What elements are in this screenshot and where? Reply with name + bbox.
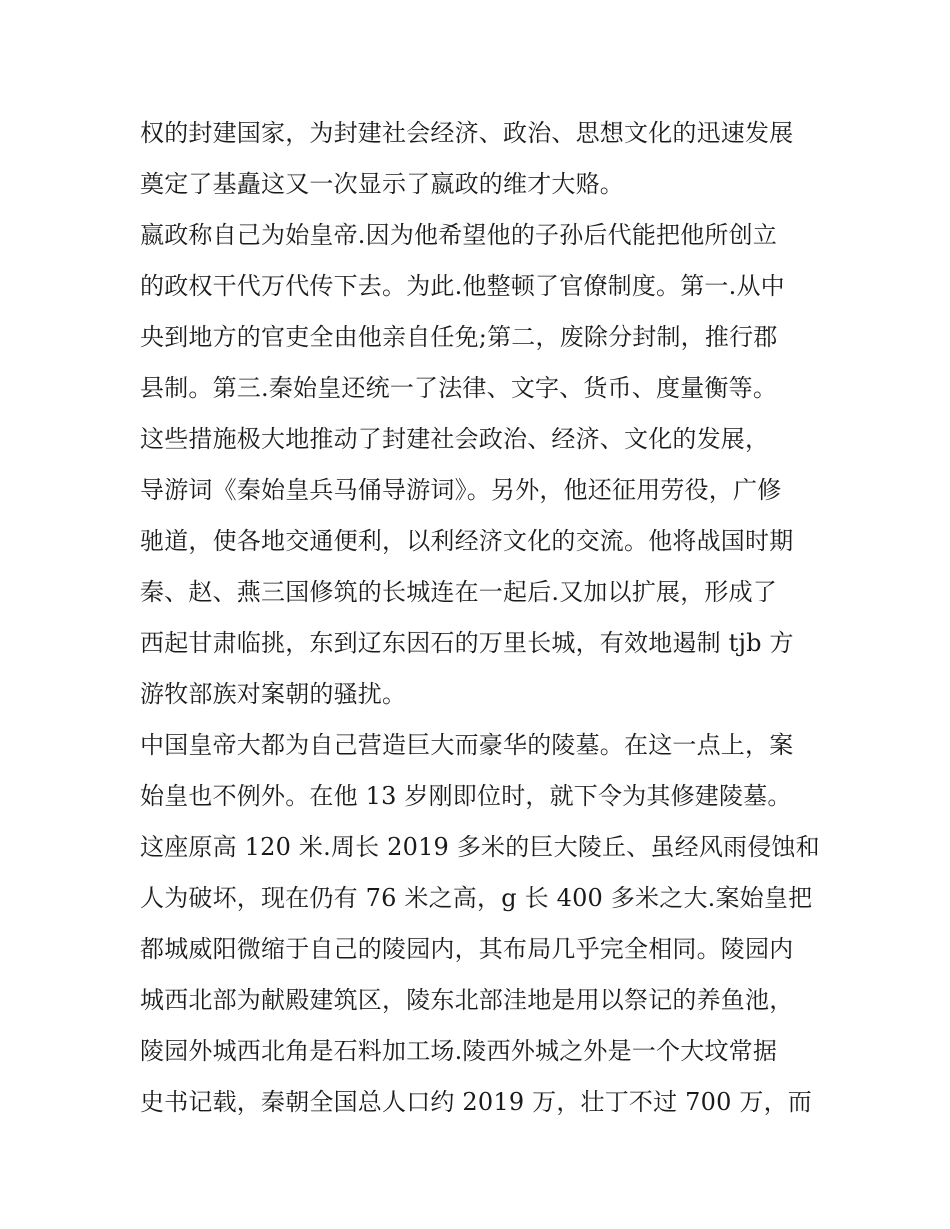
text-line: 中国皇帝大都为自己营造巨大而豪华的陵墓。在这一点上，案 bbox=[140, 731, 794, 759]
text-line: 史书记载，秦朝全国总人口约 2019 万，壮丁不过 700 万，而 bbox=[140, 1088, 813, 1116]
text-line: 秦、赵、燕三国修筑的长城连在一起后.又加以扩展，形成了 bbox=[140, 578, 778, 606]
text-line: 这座原高 120 米.周长 2019 多米的巨大陵丘、虽经风雨侵蚀和 bbox=[140, 833, 820, 861]
text-line: 县制。第三.秦始皇还统一了法律、文字、货币、度量衡等。 bbox=[140, 374, 778, 402]
text-line: 人为破坏，现在仍有 76 米之高，g 长 400 多米之大.案始皇把 bbox=[140, 884, 813, 912]
text-line: 权的封建国家，为封建社会经济、政治、思想文化的迅速发展 bbox=[140, 119, 794, 147]
text-line: 导游词《秦始皇兵马俑导游词》。另外，他还征用劳役，广修 bbox=[140, 476, 782, 504]
text-line: 都城威阳微缩于自己的陵园内，其布局几乎完全相同。陵园内 bbox=[140, 935, 794, 963]
text-line: 嬴政称自己为始皇帝.因为他希望他的子孙后代能把他所创立 bbox=[140, 221, 778, 249]
text-line: 这些措施极大地推动了封建社会政治、经济、文化的发展， bbox=[140, 425, 770, 453]
text-line: 驰道，使各地交通便利，以利经济文化的交流。他将战国时期 bbox=[140, 527, 794, 555]
text-line: 西起甘肃临挑，东到辽东因石的万里长城，有效地遏制 tjb 方 bbox=[140, 629, 794, 657]
text-line: 城西北部为献殿建筑区，陵东北部洼地是用以祭记的养鱼池， bbox=[140, 986, 794, 1014]
body-text bbox=[140, 108, 830, 1128]
text-line: 始皇也不例外。在他 13 岁刚即位时，就下令为其修建陵墓。 bbox=[140, 782, 792, 810]
text-line: 的政权干代万代传下去。为此.他整顿了官僚制度。第一.从中 bbox=[140, 272, 785, 300]
text-line: 奠定了基矗这又一次显示了嬴政的维才大赂。 bbox=[140, 170, 624, 198]
text-line: 陵园外城西北角是石料加工场.陵西外城之外是一个大坟常据 bbox=[140, 1037, 778, 1065]
text-line: 央到地方的官吏全由他亲自任免;第二，废除分封制，推行郡 bbox=[140, 323, 778, 351]
text-line: 游牧部族对案朝的骚扰。 bbox=[140, 680, 407, 708]
